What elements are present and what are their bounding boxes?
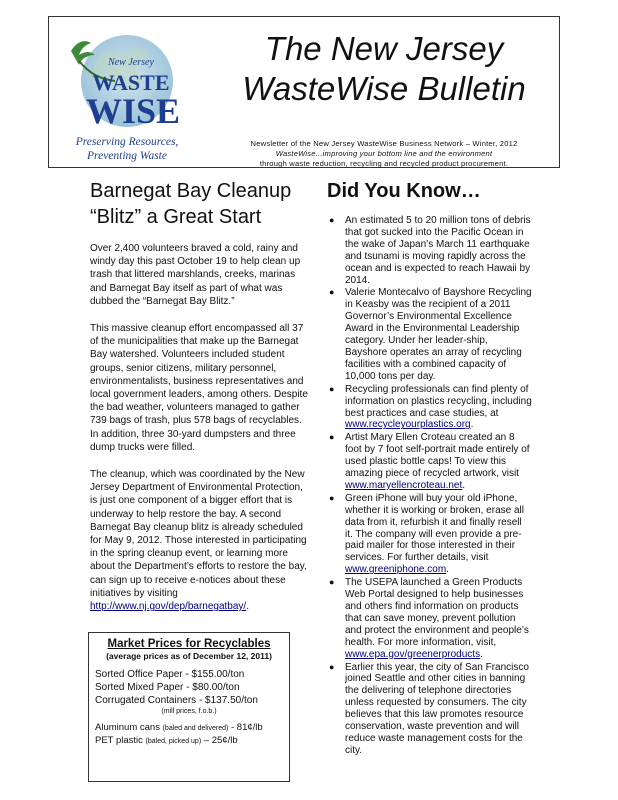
logo-waste-text: WASTE [92, 70, 170, 95]
subtitle-line-2: WasteWise...improving your bottom line and the environment [275, 149, 493, 158]
article-paragraph-1: Over 2,400 volunteers braved a cold, rainy and windy day this past October 19 to help clean up trash that littered marshlands, creeks, marinas and Barnegat Bay itself as part of what was dubbed the “Barnegat Bay Blitz.” [90, 243, 301, 307]
market-prices-subtitle: (average prices as of December 12, 2011) [106, 651, 272, 661]
article-title [90, 178, 310, 230]
pet-label: PET plastic [95, 735, 143, 746]
article-paragraph-3 [90, 468, 310, 613]
list-item [327, 215, 532, 286]
aluminum-label: Aluminum cans [95, 722, 160, 733]
bulletin-title [209, 29, 559, 109]
article-paragraph-3-end: . [246, 601, 249, 613]
mill-prices-note: (mill prices, f.o.b.) [161, 708, 217, 715]
price-sorted-mixed-paper: Sorted Mixed Paper - $80.00/ton [95, 682, 240, 693]
title-line-1: The New Jersey [264, 30, 504, 67]
bullet-icon: ● [329, 287, 335, 298]
bullet-icon: ● [329, 215, 335, 225]
title-line-2: WasteWise Bulletin [242, 70, 526, 107]
list-item [327, 577, 532, 660]
bullet-icon: ● [329, 577, 335, 588]
wastewise-logo [49, 17, 199, 167]
barnegat-bay-link[interactable]: http://www.nj.gov/dep/barnegatbay/ [90, 601, 247, 613]
epa-greenerproducts-link[interactable]: www.epa.gov/greenerproducts [345, 648, 481, 660]
pet-price: – 25¢/lb [201, 735, 238, 746]
greeniphone-link[interactable]: www.greeniphone.com [345, 564, 447, 576]
aluminum-note: (baled and delivered) [162, 725, 229, 732]
did-you-know-title: Did You Know… [327, 180, 481, 202]
list-item-end: . [462, 479, 466, 491]
article-title-line-1: Barnegat Bay Cleanup [90, 180, 292, 202]
bullet-icon: ● [329, 661, 335, 672]
list-item [327, 662, 532, 757]
list-item-text: Earlier this year, the city of San Francisco joined Seattle and other cities in banning the delivering of telephone directories unless requested by consumers. The city believes that this law promotes resource conservation, waste prevention and will reduce waste management costs for the city. [345, 661, 529, 756]
barnegat-article [90, 178, 310, 627]
did-you-know-section [327, 178, 532, 758]
list-item-text: An estimated 5 to 20 million tons of debris that got sucked into the Pacific Ocean in the wake of Japan’s March 11 earthquake and tsunami is moving rapidly across the ocean and is expected to reach Hawaii by 2014. [345, 215, 531, 286]
aluminum-price: - 81¢/lb [228, 722, 263, 733]
market-prices-box [88, 632, 290, 782]
article-paragraph-2: This massive cleanup effort encompassed all 37 of the municipalities that make up the Barnegat Bay watershed. Volunteers included student groups, senior citizens, military personnel, environmentalists, business representatives and local government leaders, among others. Despite the bad weather, volunteers managed to gather 739 bags of trash, plus 578 bags of recyclables. In addition, three 30-yard dumpsters and three dump trucks were filled. [90, 323, 308, 453]
list-item-text: Green iPhone will buy your old iPhone, whether it is working or broken, erase all data from it, refurbish it and finally resell it. The company will even provide a pre-paid mailer for those interested in their services. For further details, visit [345, 492, 524, 564]
subtitle-line-1: Newsletter of the New Jersey WasteWise Business Network – Winter, 2012 [250, 139, 518, 148]
price-aluminum-cans [95, 722, 283, 735]
article-paragraph-3-text: The cleanup, which was coordinated by the New Jersey Department of Environmental Protection, is just one component of a bigger effort that is underway to help restore the bay. A second Barnegat Bay cleanup blitz is already scheduled for May 9, 2012. Those interested in participating in the spring cleanup event, or learning more about the Department’s efforts to restore the bay, can sign up to receive e-notices about these initiatives by visiting [90, 469, 307, 599]
bullet-icon: ● [329, 492, 335, 503]
list-item [327, 384, 532, 432]
list-item-end: . [470, 419, 474, 431]
subtitle-line-3: through waste reduction, recycling and recycled product procurement. [259, 159, 509, 168]
did-you-know-list [327, 215, 532, 757]
list-item [327, 432, 532, 492]
price-sorted-office-paper: Sorted Office Paper - $155.00/ton [95, 669, 245, 680]
maryellencroteau-link[interactable]: www.maryellencroteau.net [345, 479, 463, 491]
price-corrugated-containers: Corrugated Containers - $137.50/ton [95, 695, 258, 706]
recycleyourplastics-link[interactable]: www.recycleyourplastics.org [345, 419, 471, 431]
list-item-end: . [480, 648, 483, 660]
pet-note: (baled, picked up) [145, 738, 202, 745]
article-title-line-2: “Blitz” a Great Start [90, 206, 262, 228]
logo-tagline-2: Preventing Waste [87, 150, 167, 162]
bulletin-subtitle [209, 139, 559, 169]
list-item-text: Recycling professionals can find plenty of information on plastics recycling, including best practices and case studies, at [345, 383, 532, 419]
list-item [327, 287, 532, 382]
bullet-icon: ● [329, 432, 335, 443]
list-item-text: Artist Mary Ellen Croteau created an 8 foot by 7 foot self-portrait made entirely of used plastic bottle caps! To view this amazing piece of recycled artwork, visit [345, 432, 530, 480]
list-item-end: . [446, 564, 449, 576]
logo-tagline-1: Preserving Resources, [75, 136, 179, 148]
price-pet-plastic [95, 735, 283, 748]
masthead [48, 16, 560, 168]
list-item-text: Valerie Montecalvo of Bayshore Recycling in Keasby was the recipient of a 2011 Governor’s Environmental Excellence Award in the Environmental Leadership category. Under her leader-ship, Bayshore operates an array of recycling facilities with a combined capacity of 10,000 tons per day. [345, 287, 532, 382]
list-item [327, 493, 532, 576]
market-prices-title: Market Prices for Recyclables [107, 638, 271, 650]
bullet-icon: ● [329, 383, 335, 394]
logo-wise-text: WISE [85, 91, 181, 131]
logo-new-jersey-text: New Jersey [108, 57, 154, 68]
list-item-text: The USEPA launched a Green Products Web Portal designed to help businesses and others find information on products that can save money, prevent pollution and protect the environment and people’s health. For more information, visit, [345, 577, 529, 648]
